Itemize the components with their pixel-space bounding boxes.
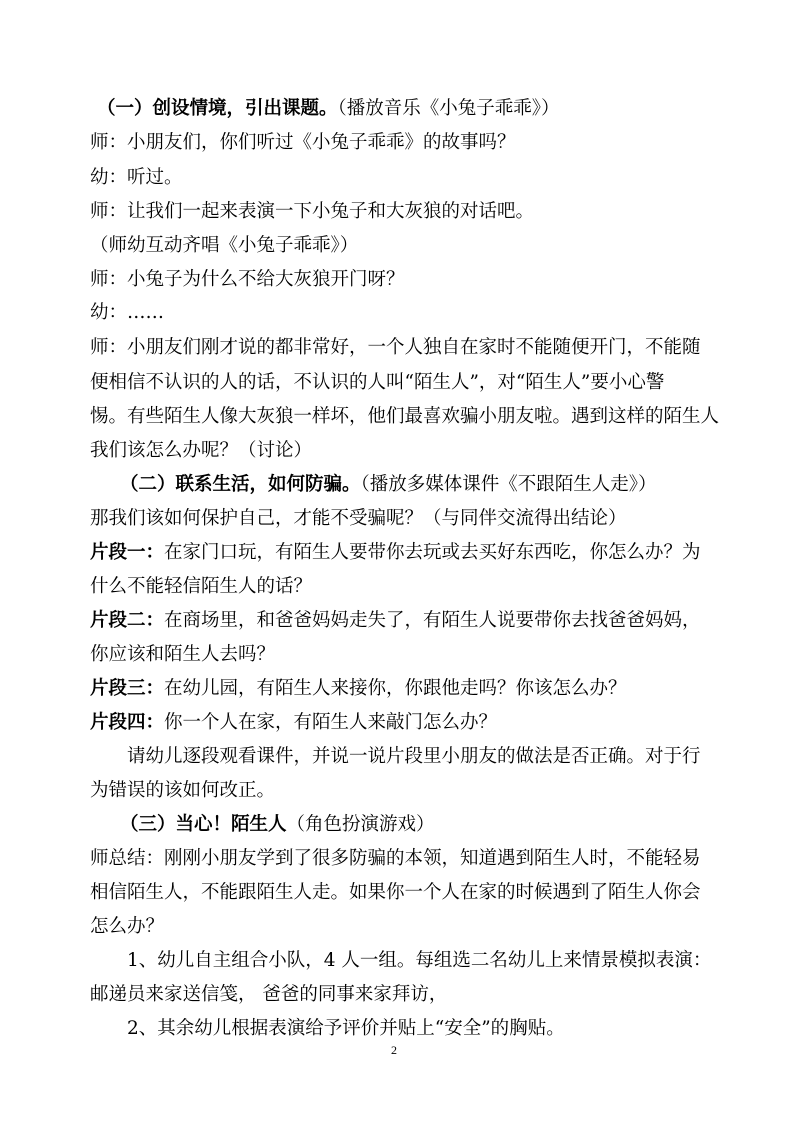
dialog-line: 幼：……: [90, 302, 165, 323]
section-2-intro: 那我们该如何保护自己，才能不受骗呢？（与同伴交流得出结论）: [90, 508, 627, 529]
dialog-line: （师幼互动齐唱《小兔子乖乖》）: [90, 235, 359, 256]
clip-4-text: 你一个人在家，有陌生人来敲门怎么办？: [164, 712, 498, 733]
clip-2-label: 片段二：: [90, 610, 165, 631]
clip-3-label: 片段三：: [90, 678, 165, 699]
section-2-note: （播放多媒体课件《不跟陌生人走》）: [360, 474, 657, 495]
paragraph-line: 师：小朋友们刚才说的都非常好，一个人独自在家时不能随便开门，不能随: [90, 337, 701, 358]
paragraph-line: 便相信不认识的人的话，不认识的人叫“陌生人”，对“陌生人”要小心警: [90, 372, 665, 393]
clip-1-label: 片段一：: [90, 542, 165, 563]
paragraph-line: 为错误的该如何改正。: [90, 780, 276, 801]
section-2-line: [120, 474, 740, 496]
section-3-heading: （三）当心！陌生人: [120, 814, 287, 835]
section-2-heading: （二）联系生活，如何防骗。: [120, 474, 361, 495]
paragraph-line: 相信陌生人，不能跟陌生人走。如果你一个人在家的时候遇到了陌生人你会: [90, 882, 701, 903]
clip-2-continuation: 你应该和陌生人去吗？: [90, 644, 276, 665]
paragraph-line: 惕。有些陌生人像大灰狼一样坏，他们最喜欢骗小朋友啦。遇到这样的陌生人: [90, 406, 720, 427]
clip-3-line: [90, 678, 710, 700]
paragraph-line: 请幼儿逐段观看课件，并说一说片段里小朋友的做法是否正确。对于行: [127, 746, 701, 767]
dialog-line: 师：小朋友们，你们听过《小兔子乖乖》的故事吗？: [90, 132, 516, 153]
clip-1-text: 在家门口玩，有陌生人要带你去玩或去买好东西吃，你怎么办？为: [164, 542, 701, 563]
list-item-1-continuation: 邮递员来家送信笺， 爸爸的同事来家拜访，: [90, 984, 448, 1005]
clip-1-line: [90, 542, 710, 564]
paragraph-line: 师总结：刚刚小朋友学到了很多防骗的本领，知道遇到陌生人时，不能轻易: [90, 848, 701, 869]
clip-3-text: 在幼儿园，有陌生人来接你，你跟他走吗？你该怎么办？: [164, 678, 627, 699]
section-3-line: [120, 814, 740, 836]
paragraph-line: 怎么办？: [90, 916, 165, 937]
list-item-2: 2、其余幼儿根据表演给予评价并贴上“安全”的胸贴。: [127, 1018, 565, 1039]
clip-1-continuation: 什么不能轻信陌生人的话？: [90, 576, 313, 597]
list-item-1: 1、幼儿自主组合小队，4 人一组。每组选二名幼儿上来情景模拟表演：: [127, 950, 712, 971]
paragraph-line: 我们该怎么办呢？（讨论）: [90, 440, 313, 461]
section-1-note: （播放音乐《小兔子乖乖》）: [337, 98, 560, 119]
section-3-note: （角色扮演游戏）: [286, 814, 435, 835]
clip-2-line: [90, 610, 710, 632]
dialog-line: 师：小兔子为什么不给大灰狼开门呀？: [90, 269, 405, 290]
section-1-heading: （一）创设情境，引出课题。: [97, 98, 338, 119]
dialog-line: 幼：听过。: [90, 167, 183, 188]
clip-4-label: 片段四：: [90, 712, 165, 733]
page-number: 2: [391, 1043, 397, 1057]
clip-4-line: [90, 712, 710, 734]
dialog-line: 师：让我们一起来表演一下小兔子和大灰狼的对话吧。: [90, 201, 535, 222]
section-1-line: [97, 98, 717, 120]
clip-2-text: 在商场里，和爸爸妈妈走失了，有陌生人说要带你去找爸爸妈妈，: [164, 610, 701, 631]
